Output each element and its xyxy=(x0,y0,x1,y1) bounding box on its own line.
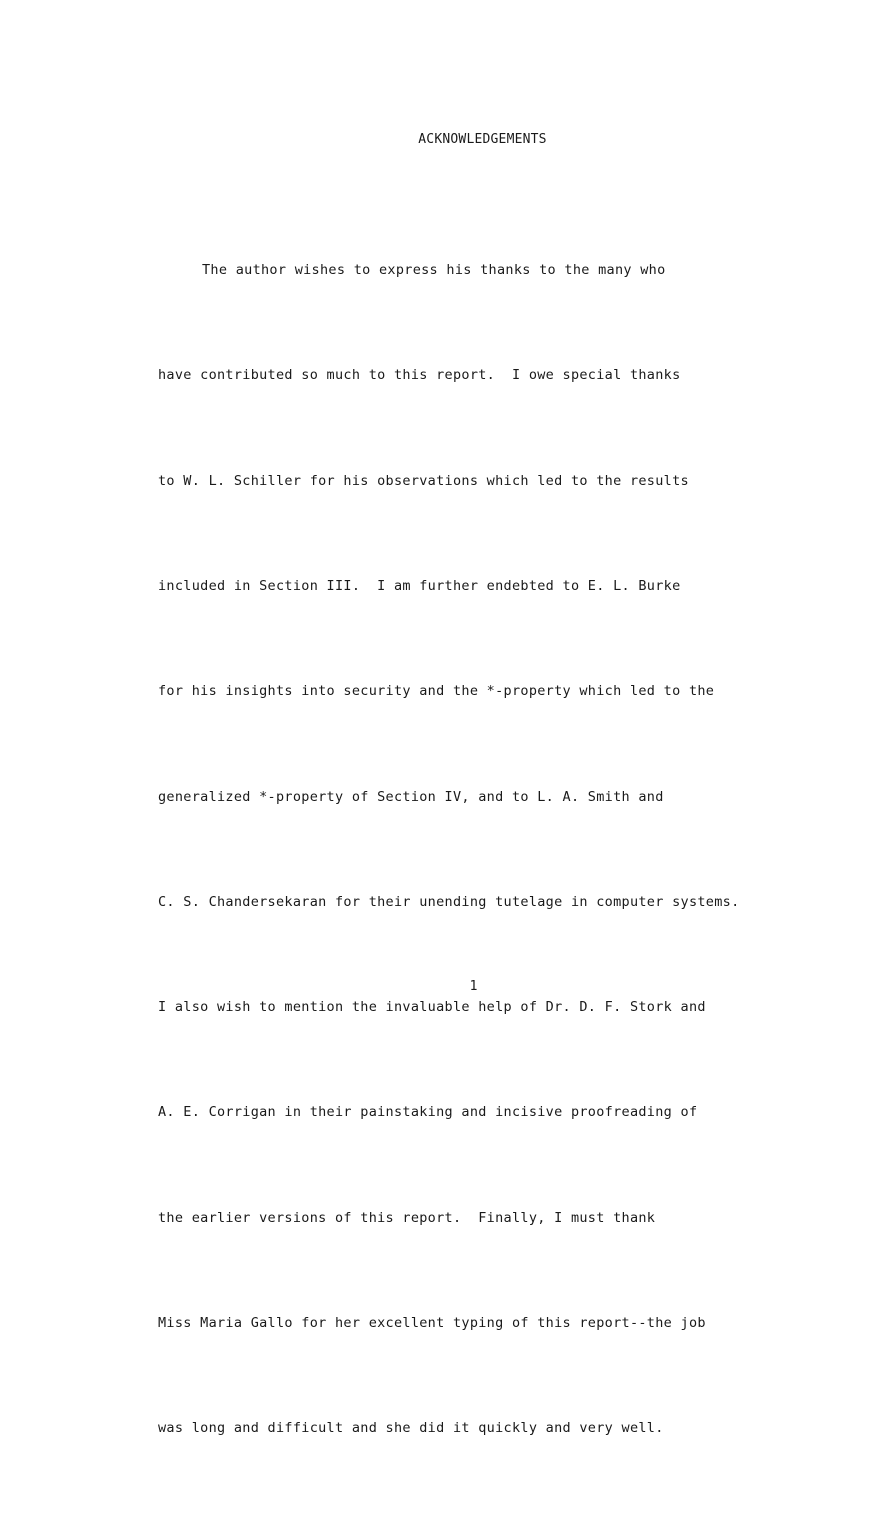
acknowledgements-paragraph xyxy=(158,183,818,1517)
paragraph-line: generalized *-property of Section IV, and to L. A. Smith and xyxy=(158,788,664,805)
paragraph-line: the earlier versions of this report. Finally, I must thank xyxy=(158,1209,656,1226)
page-number: 1 xyxy=(469,979,478,994)
paragraph-line: to W. L. Schiller for his observations which led to the results xyxy=(158,472,689,489)
paragraph-line: for his insights into security and the *-property which led to the xyxy=(158,683,715,700)
paragraph-line: A. E. Corrigan in their painstaking and incisive proofreading of xyxy=(158,1104,698,1121)
paragraph-line: C. S. Chandersekaran for their unending tutelage in computer systems. xyxy=(158,893,740,910)
page-title: ACKNOWLEDGEMENTS xyxy=(418,132,547,147)
paragraph-line: included in Section III. I am further endebted to E. L. Burke xyxy=(158,578,681,595)
paragraph-line: was long and difficult and she did it quickly and very well. xyxy=(158,1420,664,1437)
paragraph-line: I also wish to mention the invaluable help of Dr. D. F. Stork and xyxy=(158,999,706,1016)
paragraph-line: have contributed so much to this report. I owe special thanks xyxy=(158,367,681,384)
paragraph-line: Miss Maria Gallo for her excellent typing of this report--the job xyxy=(158,1315,706,1331)
paragraph-line: The author wishes to express his thanks to the many who xyxy=(202,262,666,279)
